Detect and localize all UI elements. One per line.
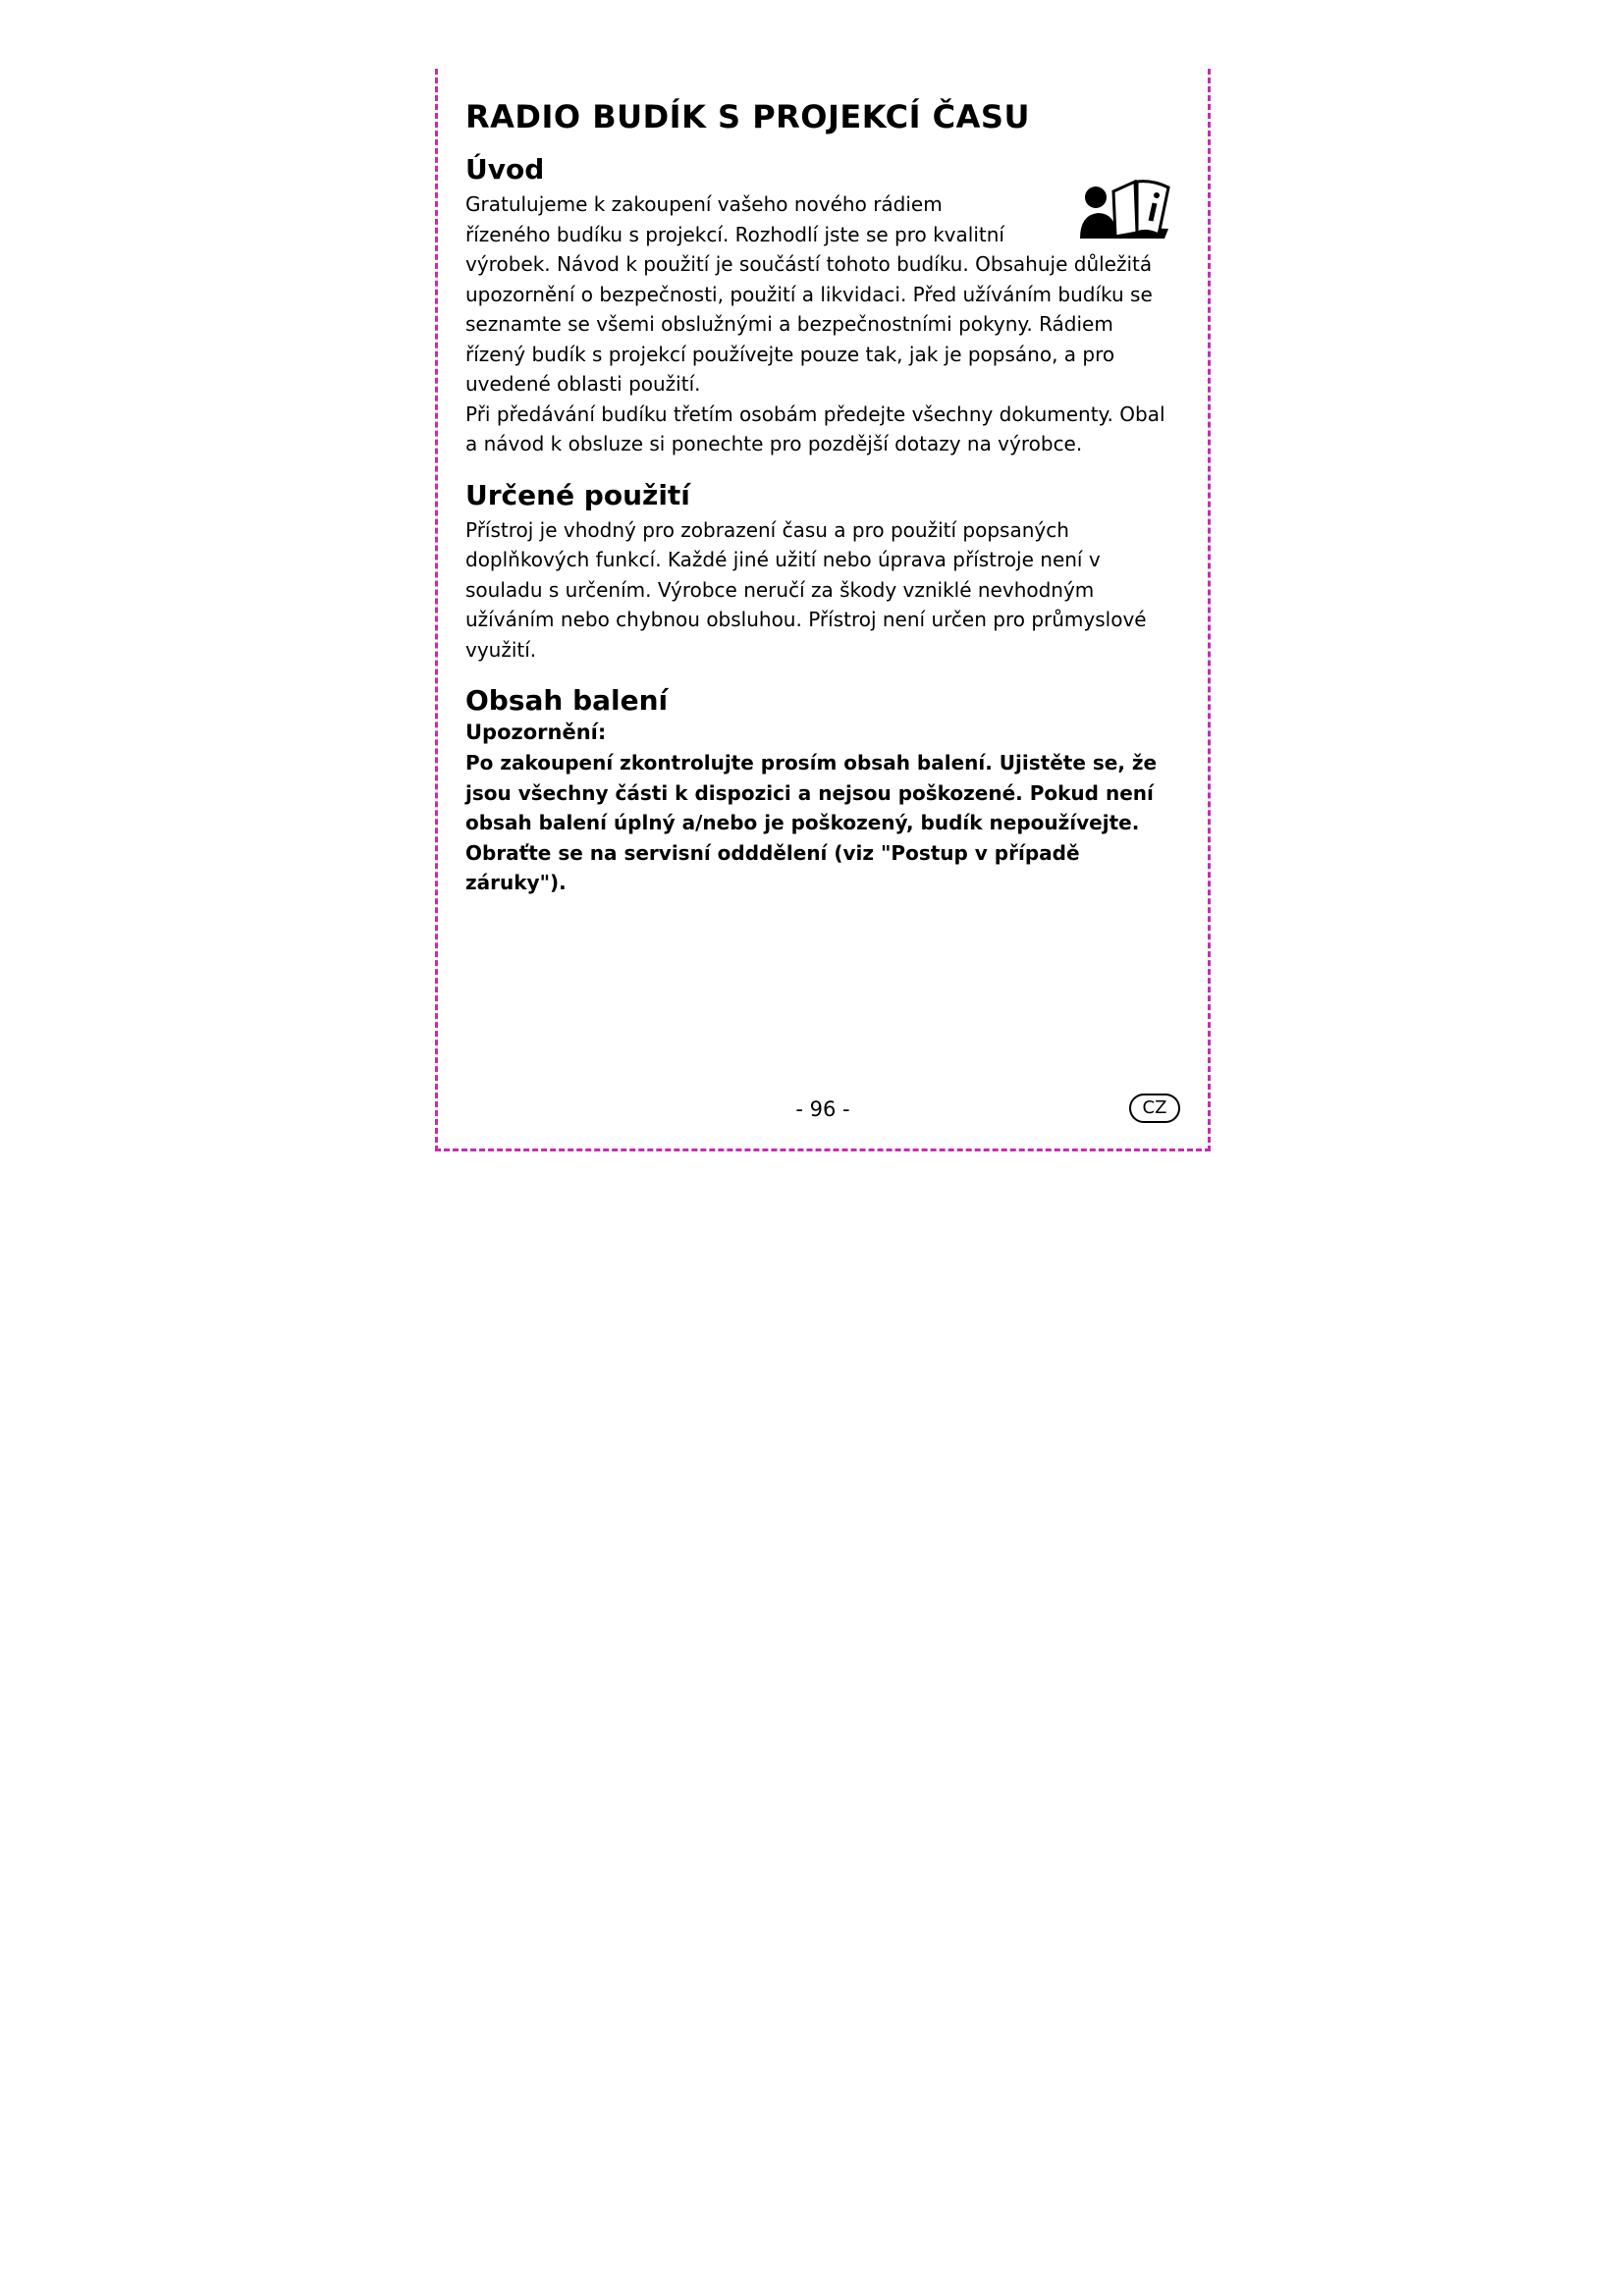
- info-manual-icon: [1074, 176, 1172, 252]
- package-contents-text: Po zakoupení zkontrolujte prosím obsah balení. Ujistěte se, že jsou všechny části k dispozici a nejsou poškozené. Pokud není obsah balení úplný a/nebo je poškozený, budík nepoužívejte. Obraťte se na servisní odddělení (viz "Postup v případě záruky").: [465, 751, 1158, 894]
- section-intended-use: [465, 479, 1172, 666]
- manual-page: [435, 69, 1211, 1151]
- page-number: - 96 -: [795, 1097, 850, 1121]
- intro-text: výrobek. Návod k použití je součástí tohoto budíku. Obsahuje důležitá upozornění o bezpečnosti, použití a likvidaci. Před užíváním budíku se seznamte se všemi obslužnými a bezpečnostními pokyny. Rádiem řízený budík s projekcí používejte pouze tak, jak je popsáno, a pro uvedené oblasti použití.: [465, 252, 1153, 396]
- page-title: RADIO BUDÍK S PROJEKCÍ ČASU: [465, 98, 1030, 135]
- language-badge: CZ: [1129, 1094, 1180, 1123]
- notice-heading: Upozornění:: [465, 721, 607, 744]
- section-intro: [465, 153, 1172, 459]
- section-heading-package-contents: Obsah balení: [465, 684, 669, 717]
- intro-line-2: řízeného budíku s projekcí. Rozhodlí jste se pro kvalitní: [465, 222, 1004, 246]
- section-package-contents: [465, 684, 1172, 898]
- intro-paragraph-2: Při předávání budíku třetím osobám předejte všechny dokumenty. Obal a návod k obsluze si ponechte pro pozdější dotazy na výrobce.: [465, 401, 1165, 455]
- intro-body: [465, 189, 1172, 459]
- page-content: [465, 98, 1172, 918]
- section-heading-intended-use: Určené použití: [465, 478, 690, 511]
- intro-line-1: Gratulujeme k zakoupení vašeho nového rádiem: [465, 192, 943, 216]
- intended-use-text: Přístroj je vhodný pro zobrazení času a pro použití popsaných doplňkových funkcí. Každé jiné užití nebo úprava přístroje není v souladu s určením. Výrobce neručí za škody vzniklé nevhodným užíváním nebo chybnou obsluhou. Přístroj není určen pro průmyslové využití.: [465, 517, 1147, 662]
- section-heading-intro: Úvod: [465, 153, 545, 186]
